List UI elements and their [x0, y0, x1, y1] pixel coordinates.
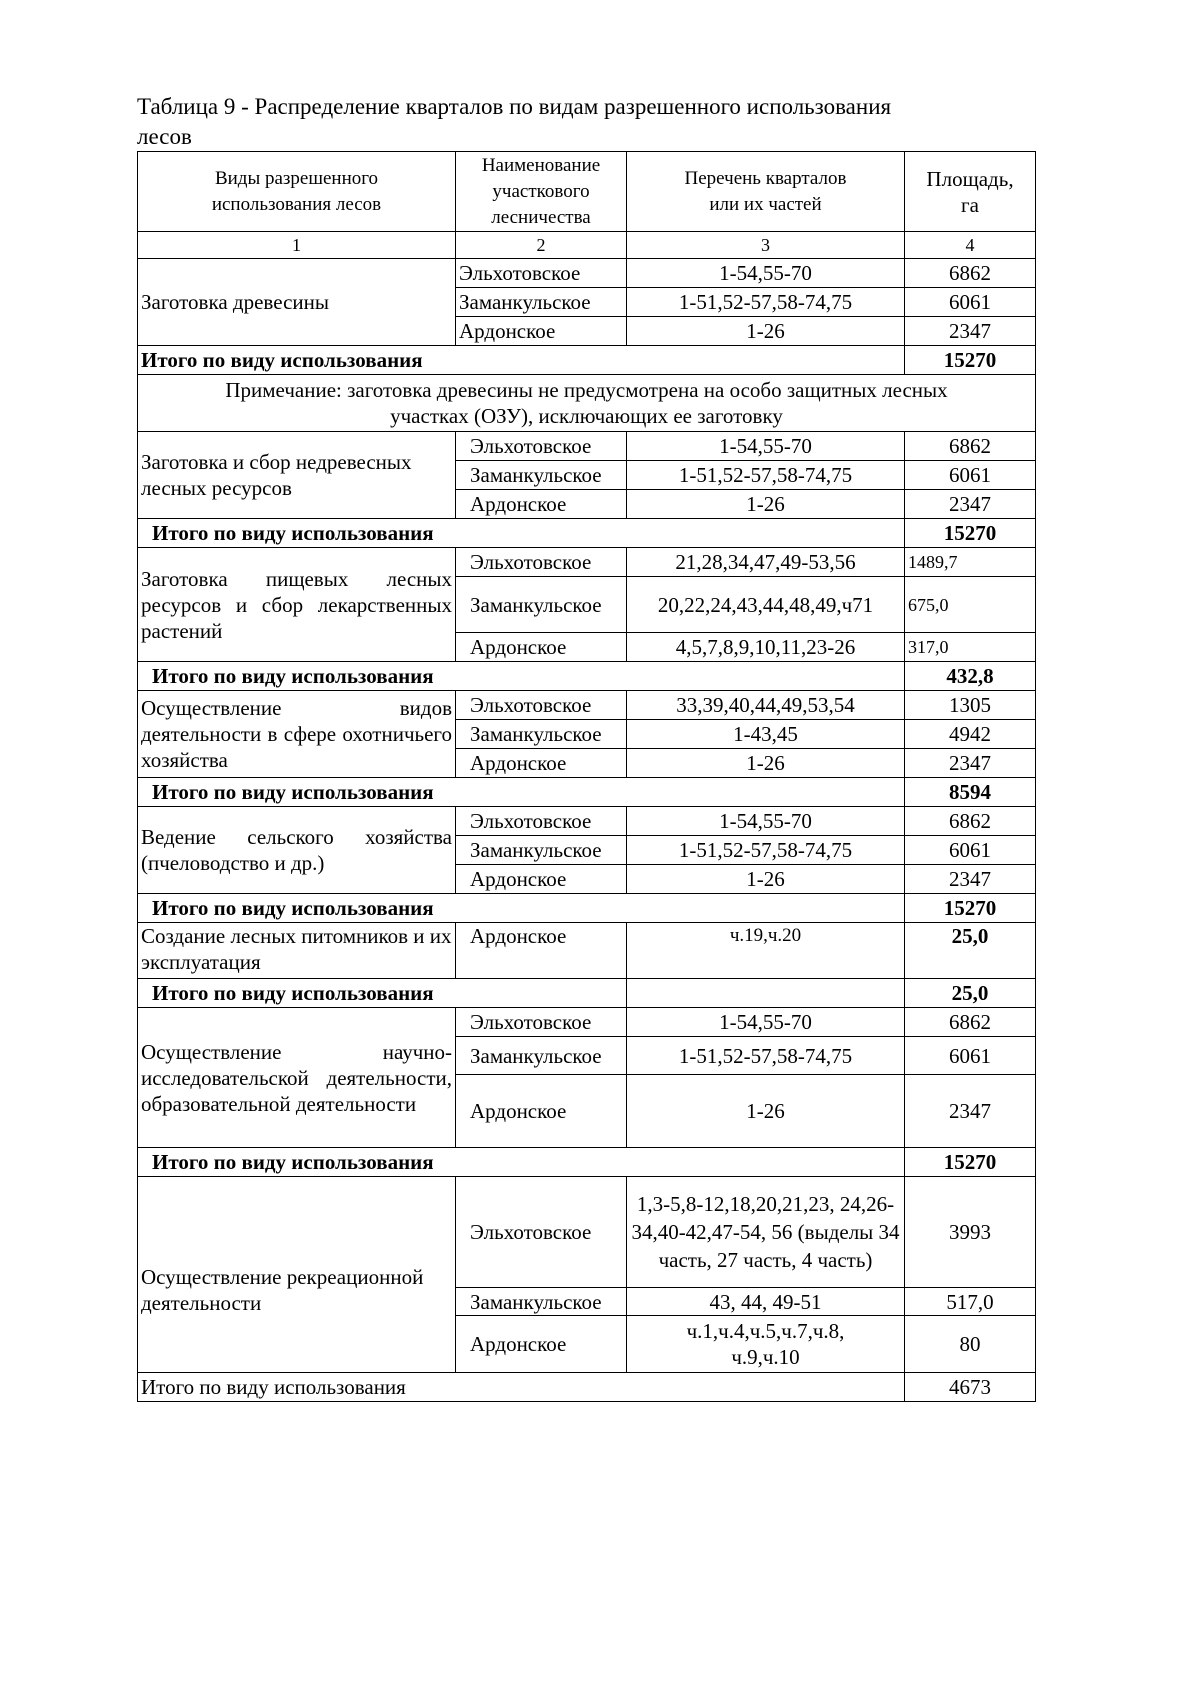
forestry-cell: Эльхотовское: [456, 259, 627, 288]
usage-type-cell: Осуществление видов деятельности в сфере охотничьего хозяйства: [138, 691, 456, 778]
table-row: [138, 548, 1036, 577]
area-cell: 4942: [905, 720, 1036, 749]
total-label: Итого по виду использования: [138, 662, 905, 691]
total-value: 15270: [905, 894, 1036, 923]
quarters-cell: 1-54,55-70: [627, 432, 905, 461]
quarters-cell: 1-54,55-70: [627, 259, 905, 288]
forestry-cell: Ардонское: [456, 317, 627, 346]
forestry-cell: Эльхотовское: [456, 691, 627, 720]
area-cell: 6862: [905, 1008, 1036, 1037]
usage-type-cell: Создание лесных питомников и их эксплуатация: [138, 923, 456, 979]
forestry-cell: Заманкульское: [456, 461, 627, 490]
total-row: [138, 519, 1036, 548]
column-number-2: 2: [456, 232, 627, 259]
forestry-cell: Заманкульское: [456, 1037, 627, 1075]
header-area: Площадь, га: [905, 152, 1036, 232]
header-forestry: Наименование участкового лесничества: [456, 152, 627, 232]
note-cell: Примечание: заготовка древесины не предусмотрена на особо защитных лесных участках (ОЗУ), исключающих ее заготовку: [138, 375, 1036, 432]
table-caption: [137, 92, 1037, 152]
table-caption-line-1: Таблица 9 - Распределение кварталов по видам разрешенного использования: [137, 94, 892, 119]
area-cell: 1305: [905, 691, 1036, 720]
area-cell: 25,0: [905, 923, 1036, 979]
usage-type-cell: Заготовка пищевых лесных ресурсов и сбор лекарственных растений: [138, 548, 456, 662]
area-cell: 2347: [905, 865, 1036, 894]
quarters-cell: 1,3-5,8-12,18,20,21,23, 24,26-34,40-42,47-54, 56 (выделы 34 часть, 27 часть, 4 часть): [627, 1177, 905, 1288]
forestry-cell: Заманкульское: [456, 836, 627, 865]
forestry-cell: Заманкульское: [456, 720, 627, 749]
quarters-cell: 43, 44, 49-51: [627, 1288, 905, 1316]
quarters-cell: 4,5,7,8,9,10,11,23-26: [627, 633, 905, 662]
table-row: [138, 1008, 1036, 1037]
forestry-cell: Ардонское: [456, 865, 627, 894]
usage-type-cell: Осуществление научно-исследовательской деятельности, образовательной деятельности: [138, 1008, 456, 1148]
header-row: [138, 152, 1036, 232]
column-number-1: 1: [138, 232, 456, 259]
area-cell: 2347: [905, 317, 1036, 346]
area-cell: 6862: [905, 432, 1036, 461]
forestry-cell: Ардонское: [456, 749, 627, 778]
quarters-cell: 1-54,55-70: [627, 807, 905, 836]
area-cell: 2347: [905, 749, 1036, 778]
column-number-row: [138, 232, 1036, 259]
forestry-cell: Ардонское: [456, 633, 627, 662]
area-cell: 3993: [905, 1177, 1036, 1288]
area-cell: 2347: [905, 1075, 1036, 1148]
quarters-cell: 1-51,52-57,58-74,75: [627, 288, 905, 317]
forestry-cell: Заманкульское: [456, 1288, 627, 1316]
total-empty-cell: [627, 979, 905, 1008]
total-value: 4673: [905, 1373, 1036, 1402]
header-quarters: Перечень кварталов или их частей: [627, 152, 905, 232]
usage-type-cell: Осуществление рекреационной деятельности: [138, 1177, 456, 1373]
forestry-cell: Ардонское: [456, 490, 627, 519]
quarters-cell: 1-51,52-57,58-74,75: [627, 836, 905, 865]
forest-use-table: [137, 151, 1036, 1402]
quarters-cell: 1-51,52-57,58-74,75: [627, 1037, 905, 1075]
total-row: [138, 778, 1036, 807]
area-cell: 6061: [905, 288, 1036, 317]
quarters-cell: 20,22,24,43,44,48,49,ч71: [627, 577, 905, 633]
total-label: Итого по виду использования: [138, 519, 905, 548]
total-row: [138, 662, 1036, 691]
quarters-cell: 33,39,40,44,49,53,54: [627, 691, 905, 720]
total-value: 432,8: [905, 662, 1036, 691]
note-row: [138, 375, 1036, 432]
area-cell: 80: [905, 1316, 1036, 1373]
forestry-cell: Эльхотовское: [456, 1177, 627, 1288]
quarters-cell: ч.1,ч.4,ч.5,ч.7,ч.8, ч.9,ч.10: [627, 1316, 905, 1373]
table-row: [138, 1177, 1036, 1288]
usage-type-cell: Заготовка древесины: [138, 259, 456, 346]
column-number-4: 4: [905, 232, 1036, 259]
quarters-cell: 21,28,34,47,49-53,56: [627, 548, 905, 577]
area-cell: 1489,7: [905, 548, 1036, 577]
total-value: 15270: [905, 1148, 1036, 1177]
forestry-cell: Эльхотовское: [456, 432, 627, 461]
area-cell: 6862: [905, 259, 1036, 288]
total-label: Итого по виду использования: [138, 1148, 905, 1177]
forestry-cell: Эльхотовское: [456, 548, 627, 577]
column-number-3: 3: [627, 232, 905, 259]
quarters-cell: 1-26: [627, 490, 905, 519]
total-row: [138, 346, 1036, 375]
table-row: [138, 691, 1036, 720]
table-row: [138, 259, 1036, 288]
area-cell: 317,0: [905, 633, 1036, 662]
total-row: [138, 979, 1036, 1008]
total-value: 15270: [905, 519, 1036, 548]
total-label: Итого по виду использования: [138, 346, 905, 375]
table-caption-line-2: лесов: [137, 124, 192, 149]
area-cell: 6061: [905, 836, 1036, 865]
area-cell: 6862: [905, 807, 1036, 836]
forestry-cell: Эльхотовское: [456, 807, 627, 836]
total-label: Итого по виду использования: [138, 894, 905, 923]
quarters-cell: 1-26: [627, 865, 905, 894]
usage-type-cell: Заготовка и сбор недревесных лесных ресурсов: [138, 432, 456, 519]
area-cell: 675,0: [905, 577, 1036, 633]
quarters-cell: 1-26: [627, 317, 905, 346]
area-cell: 2347: [905, 490, 1036, 519]
total-label: Итого по виду использования: [138, 979, 627, 1008]
quarters-cell: 1-26: [627, 1075, 905, 1148]
usage-type-cell: Ведение сельского хозяйства (пчеловодство и др.): [138, 807, 456, 894]
table-row: [138, 807, 1036, 836]
quarters-cell: 1-43,45: [627, 720, 905, 749]
forestry-cell: Ардонское: [456, 1075, 627, 1148]
table-row: [138, 923, 1036, 979]
area-cell: 6061: [905, 461, 1036, 490]
forestry-cell: Заманкульское: [456, 288, 627, 317]
quarters-cell: ч.19,ч.20: [627, 923, 905, 979]
total-row: [138, 1148, 1036, 1177]
header-usage-type: Виды разрешенного использования лесов: [138, 152, 456, 232]
total-value: 25,0: [905, 979, 1036, 1008]
forestry-cell: Ардонское: [456, 923, 627, 979]
total-label: Итого по виду использования: [138, 778, 905, 807]
area-cell: 6061: [905, 1037, 1036, 1075]
table-row: [138, 432, 1036, 461]
quarters-cell: 1-54,55-70: [627, 1008, 905, 1037]
total-value: 15270: [905, 346, 1036, 375]
quarters-cell: 1-51,52-57,58-74,75: [627, 461, 905, 490]
total-row: [138, 894, 1036, 923]
forestry-cell: Эльхотовское: [456, 1008, 627, 1037]
area-cell: 517,0: [905, 1288, 1036, 1316]
forestry-cell: Заманкульское: [456, 577, 627, 633]
total-row: [138, 1373, 1036, 1402]
total-label: Итого по виду использования: [138, 1373, 905, 1402]
quarters-cell: 1-26: [627, 749, 905, 778]
forestry-cell: Ардонское: [456, 1316, 627, 1373]
total-value: 8594: [905, 778, 1036, 807]
